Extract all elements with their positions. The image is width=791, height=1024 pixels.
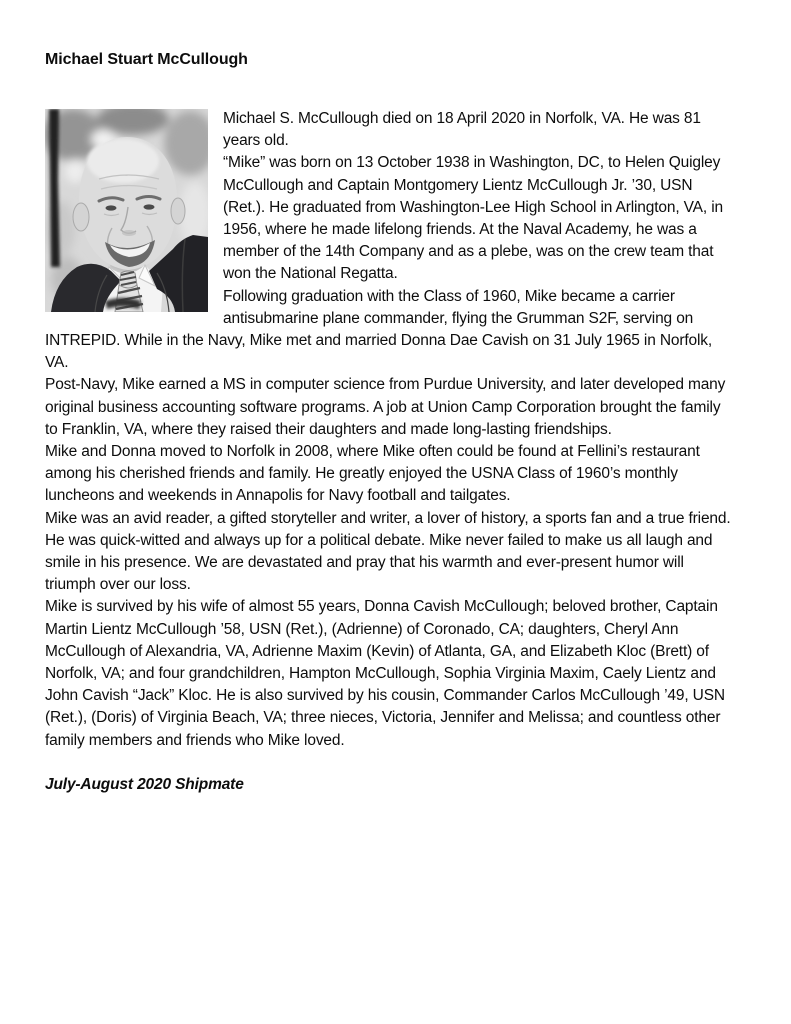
portrait-photo-image — [45, 109, 208, 312]
paragraph: Post-Navy, Mike earned a MS in computer science from Purdue University, and later developed many original business accounting software programs. A job at Union Camp Corporation brought the family to Franklin, VA, where they raised their daughters and made long-lasting friendships. — [45, 376, 726, 438]
paragraph: Mike was an avid reader, a gifted storyteller and writer, a lover of history, a sports fan and a true friend. He was quick-witted and always up for a political debate. Mike never failed to make us all laugh and smile in his presence. We are devastated and pray that his warmth and ever-present humor will triumph over our loss. — [45, 509, 731, 594]
paragraph: Mike is survived by his wife of almost 55 years, Donna Cavish McCullough; beloved brother, Captain Martin Lientz McCullough ’58, USN (Ret.), (Adrienne) of Coronado, CA; daughters, Cheryl Ann McCullough of Alexandria, VA, Adrienne Maxim (Kevin) of Atlanta, GA, and Elizabeth Kloc (Brett) of Norfolk, VA; and four grandchildren, Hampton McCullough, Sophia Virginia Maxim, Caely Lientz and John Cavish “Jack” Kloc. He is also survived by his cousin, Commander Carlos McCullough ’49, USN (Ret.), (Doris) of Virginia Beach, VA; three nieces, Victoria, Jennifer and Melissa; and countless other family members and friends who Mike loved. — [45, 598, 725, 749]
obituary-body — [45, 108, 735, 752]
paragraph: “Mike” was born on 13 October 1938 in Washington, DC, to Helen Quigley McCullough and Captain Montgomery Lientz McCullough Jr. ’30, USN (Ret.). He graduated from Washington-Lee High School in Arlington, VA, in 1956, where he made lifelong friends. At the Naval Academy, he was a member of the 14th Company and as a plebe, was on the crew team that won the National Regatta. — [223, 154, 723, 283]
portrait-photo — [45, 109, 208, 312]
paragraph: Michael S. McCullough died on 18 April 2020 in Norfolk, VA. He was 81 years old. — [223, 110, 701, 150]
paragraph: Following graduation with the Class of 1960, Mike became a carrier antisubmarine plane commander, flying the Grumman S2F, serving on INTREPID. While in the Navy, Mike met and married Donna Dae Cavish on 31 July 1965 in Norfolk, VA. — [45, 287, 713, 372]
paragraph: Mike and Donna moved to Norfolk in 2008, where Mike often could be found at Fellini’s restaurant among his cherished friends and family. He greatly enjoyed the USNA Class of 1960’s monthly luncheons and weekends in Annapolis for Navy football and tailgates. — [45, 443, 700, 505]
footer-citation: July-August 2020 Shipmate — [45, 775, 244, 793]
page-title: Michael Stuart McCullough — [45, 51, 248, 68]
